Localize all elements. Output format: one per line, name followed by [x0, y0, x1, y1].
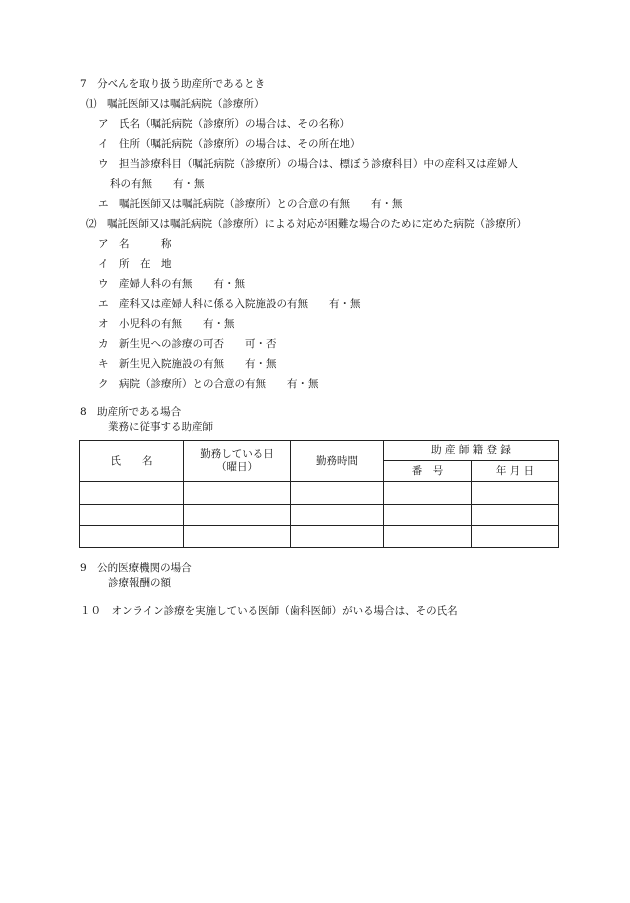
header-work-hours: 勤務時間 — [291, 441, 384, 482]
cell-date — [472, 482, 559, 504]
section-7-sub1-item-u: ウ 担当診療科目（嘱託病院（診療所）の場合は、標ぼう診療科目）中の産科又は産婦人 — [98, 158, 518, 170]
cell-hours — [291, 504, 384, 525]
section-7-sub1-item-a: ア 氏名（嘱託病院（診療所）の場合は、その名称） — [98, 118, 350, 130]
cell-number — [384, 482, 472, 504]
header-name: 氏 名 — [80, 441, 184, 482]
cell-number — [384, 504, 472, 525]
section-7-sub1-item-e: エ 嘱託医師又は嘱託病院（診療所）との合意の有無 有・無 — [98, 198, 403, 210]
section-7-sub2-item-a: ア 名 称 — [98, 238, 172, 250]
section-7-sub2-item-u: ウ 産婦人科の有無 有・無 — [98, 278, 245, 290]
cell-date — [472, 525, 559, 547]
section-7-sub2-item-o: オ 小児科の有無 有・無 — [98, 318, 235, 330]
section-8-heading: 8 助産所である場合 — [80, 406, 182, 418]
header-registry-date: 年 月 日 — [472, 461, 559, 482]
cell-days — [184, 482, 291, 504]
header-work-days: 勤務している日 （曜日） — [184, 441, 291, 482]
section-7-sub1-item-i: イ 住所（嘱託病院（診療所）の場合は、その所在地） — [98, 138, 361, 150]
header-registry-number: 番 号 — [384, 461, 472, 482]
section-9-subheading: 診療報酬の額 — [108, 577, 171, 589]
section-7-sub2-item-i: イ 所 在 地 — [98, 258, 172, 270]
section-7-sub1-item-u-cont: 科の有無 有・無 — [110, 178, 205, 190]
section-7-sub2-title: ⑵ 嘱託医師又は嘱託病院（診療所）による対応が困難な場合のために定めた病院（診療所） — [86, 218, 527, 230]
section-7-sub2-item-ki: キ 新生児入院施設の有無 有・無 — [98, 358, 277, 370]
cell-hours — [291, 525, 384, 547]
section-7-sub2-item-ka: カ 新生児への診療の可否 可・否 — [98, 338, 277, 350]
midwife-registry-table — [79, 440, 559, 548]
table-row — [80, 504, 559, 525]
section-9-heading: 9 公的医療機関の場合 — [80, 562, 192, 574]
cell-number — [384, 525, 472, 547]
section-7-sub2-item-ku: ク 病院（診療所）との合意の有無 有・無 — [98, 378, 319, 390]
table-header-row — [80, 441, 559, 461]
section-10-heading: １０ オンライン診療を実施している医師（歯科医師）がいる場合は、その氏名 — [80, 605, 458, 617]
cell-name — [80, 504, 184, 525]
table-row — [80, 525, 559, 547]
cell-hours — [291, 482, 384, 504]
section-7-heading: 7 分べんを取り扱う助産所であるとき — [80, 78, 266, 90]
cell-name — [80, 482, 184, 504]
header-registry: 助 産 師 籍 登 録 — [384, 441, 559, 461]
section-7-sub2-item-e: エ 産科又は産婦人科に係る入院施設の有無 有・無 — [98, 298, 361, 310]
cell-name — [80, 525, 184, 547]
section-7-sub1-title: ⑴ 嘱託医師又は嘱託病院（診療所） — [86, 98, 265, 110]
table-row — [80, 482, 559, 504]
section-8-subheading: 業務に従事する助産師 — [108, 421, 213, 433]
cell-days — [184, 525, 291, 547]
cell-days — [184, 504, 291, 525]
cell-date — [472, 504, 559, 525]
